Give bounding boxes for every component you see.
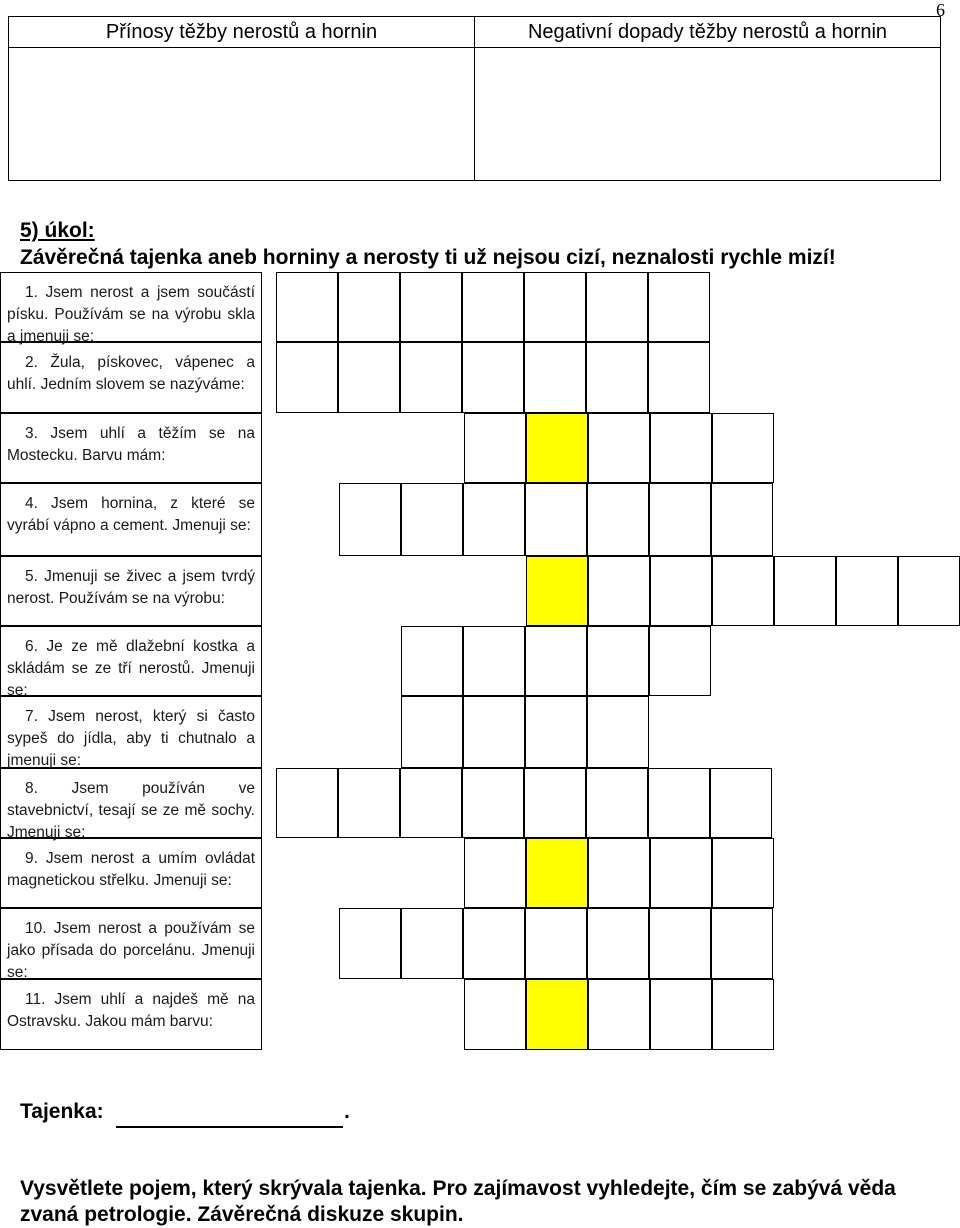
benefits-cell[interactable]: [9, 48, 474, 180]
crossword-cell[interactable]: [648, 272, 710, 342]
crossword-cell[interactable]: [586, 272, 648, 342]
crossword-cell[interactable]: [276, 768, 338, 838]
crossword-cell[interactable]: [339, 908, 401, 979]
explanation-text: Vysvětlete pojem, který skrývala tajenka. Pro zajímavost vyhledejte, čím se zabývá věda zvaná petrologie. Závěrečná diskuze skupin.: [20, 1177, 896, 1226]
clue-number: 5.: [25, 568, 38, 585]
clue-text: Jmenuji se živec a jsem tvrdý nerost. Používám se na výrobu:: [7, 568, 255, 607]
drawbacks-cell[interactable]: [475, 48, 940, 180]
crossword-cell[interactable]: [462, 342, 524, 413]
clue-text: Jsem používán ve stavebnictví, tesají se ze mě sochy. Jmenuji se:: [7, 780, 255, 841]
crossword-cell[interactable]: [525, 626, 587, 696]
crossword-cell[interactable]: [588, 979, 650, 1050]
crossword-cell[interactable]: [588, 413, 650, 483]
clue-number: 10.: [25, 920, 47, 937]
crossword-cell[interactable]: [712, 838, 774, 908]
crossword-cell[interactable]: [464, 979, 526, 1050]
answer-line[interactable]: [116, 1126, 343, 1128]
crossword-cell[interactable]: [463, 908, 525, 979]
clue-10: [0, 908, 262, 979]
clue-number: 6.: [25, 638, 38, 655]
answer-label: Tajenka:: [20, 1100, 104, 1123]
clue-text: Jsem nerost a používám se jako přísada do porcelánu. Jmenuji se:: [7, 920, 255, 981]
crossword-cell[interactable]: [587, 696, 649, 768]
crossword-cell[interactable]: [338, 272, 400, 342]
task-title: Závěrečná tajenka aneb horniny a nerosty ti už nejsou cizí, neznalosti rychle mizí!: [20, 246, 836, 269]
crossword-cell[interactable]: [649, 908, 711, 979]
crossword-cell-highlighted[interactable]: [526, 838, 588, 908]
crossword-cell-highlighted[interactable]: [526, 979, 588, 1050]
clue-text: Jsem nerost a jsem součástí písku. Používám se na výrobu skla a jmenuji se:: [7, 284, 255, 345]
crossword-cell[interactable]: [587, 483, 649, 556]
crossword-cell[interactable]: [525, 483, 587, 556]
crossword-cell[interactable]: [401, 696, 463, 768]
clue-number: 8.: [25, 780, 38, 797]
clue-5: [0, 556, 262, 626]
clue-text: Žula, pískovec, vápenec a uhlí. Jedním slovem se nazýváme:: [7, 354, 255, 393]
clue-4: [0, 483, 262, 556]
crossword-cell[interactable]: [525, 696, 587, 768]
crossword-cell[interactable]: [463, 626, 525, 696]
crossword-cell-highlighted[interactable]: [526, 556, 588, 626]
crossword-cell[interactable]: [462, 272, 524, 342]
page-number: 6: [936, 0, 945, 20]
clue-text: Jsem uhlí a těžím se na Mostecku. Barvu mám:: [7, 425, 255, 464]
crossword-cell[interactable]: [711, 483, 773, 556]
crossword-cell[interactable]: [649, 626, 711, 696]
crossword-cell[interactable]: [463, 696, 525, 768]
crossword-cell[interactable]: [464, 413, 526, 483]
clue-number: 9.: [25, 850, 38, 867]
clue-6: [0, 626, 262, 699]
clue-2: [0, 342, 262, 413]
crossword-cell[interactable]: [711, 908, 773, 979]
crossword-cell[interactable]: [276, 272, 338, 342]
crossword-cell[interactable]: [648, 342, 710, 413]
crossword-cell[interactable]: [712, 556, 774, 626]
crossword-cell[interactable]: [525, 908, 587, 979]
benefits-drawbacks-table: [8, 16, 941, 181]
clue-text: Je ze mě dlažební kostka a skládám se ze tří nerostů. Jmenuji se:: [7, 638, 255, 699]
crossword-cell[interactable]: [401, 908, 463, 979]
benefits-column: [9, 17, 474, 180]
crossword-cell[interactable]: [710, 768, 772, 838]
clue-text: Jsem nerost a umím ovládat magnetickou střelku. Jmenuji se:: [7, 850, 255, 889]
clue-3: [0, 413, 262, 483]
crossword-cell[interactable]: [650, 413, 712, 483]
crossword-cell[interactable]: [587, 626, 649, 696]
task-label: 5) úkol:: [20, 219, 95, 242]
crossword-cell[interactable]: [649, 483, 711, 556]
crossword-cell[interactable]: [898, 556, 960, 626]
crossword-cell[interactable]: [338, 768, 400, 838]
crossword-cell[interactable]: [276, 342, 338, 413]
clue-1: [0, 272, 262, 345]
crossword-cell[interactable]: [401, 626, 463, 696]
crossword-cell[interactable]: [524, 272, 586, 342]
crossword-cell[interactable]: [339, 483, 401, 556]
clue-7: [0, 696, 262, 768]
crossword-cell[interactable]: [462, 768, 524, 838]
drawbacks-column: [474, 17, 940, 180]
crossword-cell[interactable]: [400, 272, 462, 342]
crossword-cell[interactable]: [463, 483, 525, 556]
crossword-cell[interactable]: [400, 342, 462, 413]
crossword-cell[interactable]: [588, 556, 650, 626]
clue-text: Jsem nerost, který si často sypeš do jídla, aby ti chutnalo a jmenuji se:: [7, 708, 255, 769]
crossword-cell[interactable]: [400, 768, 462, 838]
crossword-cell[interactable]: [712, 413, 774, 483]
crossword-cell[interactable]: [524, 342, 586, 413]
clue-number: 1.: [25, 284, 38, 301]
clue-number: 3.: [25, 425, 38, 442]
crossword-cell[interactable]: [836, 556, 898, 626]
crossword-cell[interactable]: [587, 908, 649, 979]
crossword-cell[interactable]: [648, 768, 710, 838]
crossword-cell[interactable]: [588, 838, 650, 908]
crossword-cell[interactable]: [586, 768, 648, 838]
crossword-cell[interactable]: [401, 483, 463, 556]
clue-8: [0, 768, 262, 841]
crossword-cell[interactable]: [338, 342, 400, 413]
clue-text: Jsem uhlí a najdeš mě na Ostravsku. Jakou mám barvu:: [7, 991, 255, 1030]
crossword-cell[interactable]: [650, 979, 712, 1050]
crossword-cell-highlighted[interactable]: [526, 413, 588, 483]
clue-number: 4.: [25, 495, 38, 512]
crossword-cell[interactable]: [464, 838, 526, 908]
clue-number: 11.: [25, 991, 46, 1008]
crossword-cell[interactable]: [650, 838, 712, 908]
clue-text: Jsem hornina, z které se vyrábí vápno a cement. Jmenuji se:: [7, 495, 255, 534]
crossword-cell[interactable]: [586, 342, 648, 413]
drawbacks-header: Negativní dopady těžby nerostů a hornin: [475, 17, 940, 48]
crossword-cell[interactable]: [774, 556, 836, 626]
clue-number: 2.: [25, 354, 38, 371]
crossword-cell[interactable]: [650, 556, 712, 626]
benefits-header: Přínosy těžby nerostů a hornin: [9, 17, 474, 48]
answer-dot: .: [344, 1100, 350, 1123]
clue-9: [0, 838, 262, 908]
clue-number: 7.: [25, 708, 38, 725]
clue-11: [0, 979, 262, 1050]
crossword-cell[interactable]: [712, 979, 774, 1050]
crossword-cell[interactable]: [524, 768, 586, 838]
